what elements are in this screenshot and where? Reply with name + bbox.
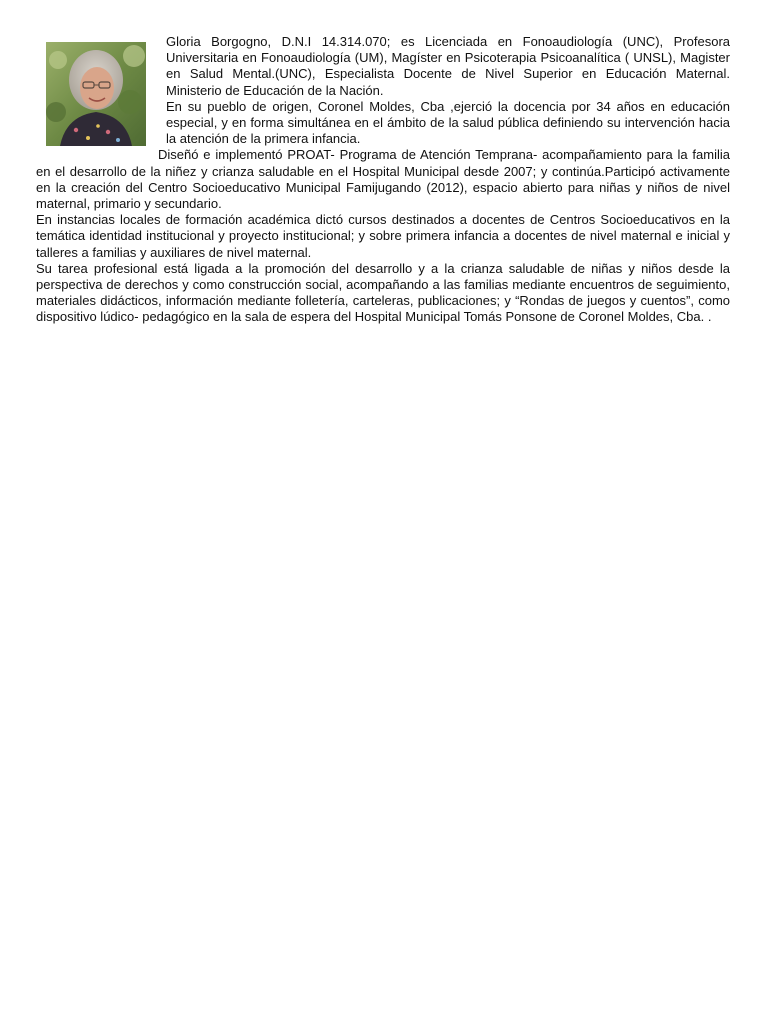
portrait-photo bbox=[46, 42, 146, 146]
bio-paragraph-proat: Diseñó e implementó PROAT- Programa de Atención Temprana- acompañamiento para la familia en el desarrollo de la niñez y crianza saludable en el Hospital Municipal desde 2007; y continúa.Participó activamente en la creación del Centro Socioeducativo Municipal Famijugando (2012), espacio abierto para niñas y niños de nivel maternal, primario y secundario. bbox=[36, 147, 730, 212]
bio-paragraph-credentials: Gloria Borgogno, D.N.I 14.314.070; es Licenciada en Fonoaudiología (UNC), Profesora Universitaria en Fonoaudiología (UM), Magíster en Psicoterapia Psicoanalítica ( UNSL), Magister en Salud Mental.(UNC), Especialista Docente de Nivel Superior en Educación Maternal. Ministerio de Educación de la Nación. bbox=[166, 34, 730, 98]
bio-paragraph-career: En su pueblo de origen, Coronel Moldes, Cba ,ejerció la docencia por 34 años en educación especial, y en forma simultánea en el ámbito de la salud pública definiendo su intervención hacia la atención de la primera infancia. bbox=[166, 98, 730, 147]
portrait-illustration bbox=[46, 42, 146, 146]
bio-document bbox=[36, 34, 730, 326]
bio-paragraph-mission: Su tarea profesional está ligada a la promoción del desarrollo y a la crianza saludable de niñas y niños desde la perspectiva de derechos y como construcción social, acompañando a las familias mediante encuentros de seguimiento, materiales didácticos, información mediante folletería, carteleras, publicaciones; y “Rondas de juegos y cuentos”, como dispositivo lúdico- pedagógico en la sala de espera del Hospital Municipal Tomás Ponsone de Coronel Moldes, Cba. . bbox=[36, 260, 730, 325]
bio-paragraph-training: En instancias locales de formación académica dictó cursos destinados a docentes de Centros Socioeducativos en la temática identidad institucional y proyecto institucional; y sobre primera infancia a docentes de nivel maternal e inicial y talleres a familias y auxiliares de nivel maternal. bbox=[36, 212, 730, 260]
